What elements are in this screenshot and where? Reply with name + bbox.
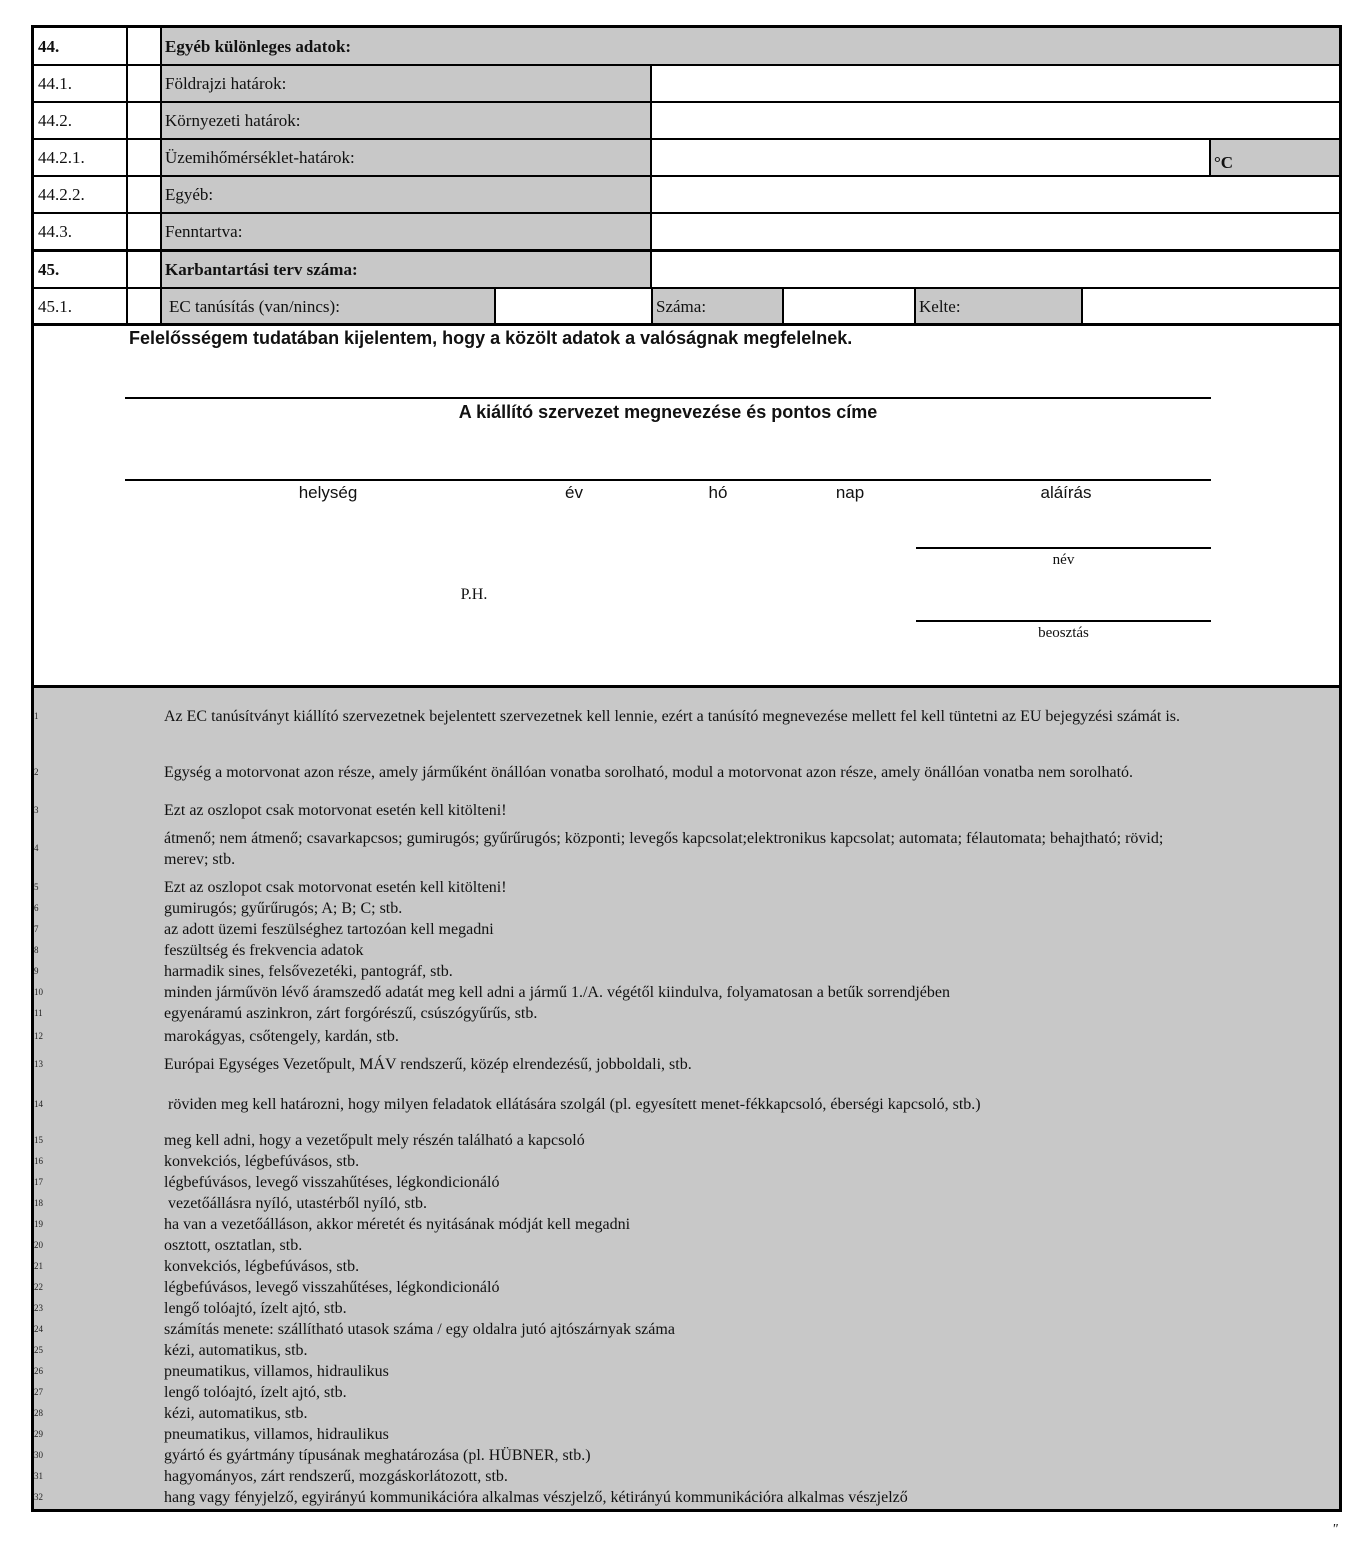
footnote-text: osztott, osztatlan, stb. [164,1237,303,1254]
row-number: 44.1. [34,66,127,101]
name-line [916,547,1211,549]
row-marker-cell [127,252,161,287]
org-name-label: A kiállító szervezet megnevezése és pontos címe [458,402,878,422]
row-label: Egyéb különleges adatok: [161,28,1339,64]
footnote-text: konvekciós, légbefúvásos, stb. [164,1258,360,1275]
footnote-number: 11 [34,1008,43,1018]
footnote-text: Európai Egységes Vezetőpult, MÁV rendszerű, közép elrendezésű, jobboldali, stb. [164,1056,692,1073]
value-field-foldrajzi[interactable] [651,66,1339,101]
value-field-uzemihomerseklet[interactable] [651,140,1210,175]
footnote-text: légbefúvásos, levegő visszahűtéses, légkondicionáló [164,1174,500,1191]
row-marker-cell [127,140,161,175]
szama-label: Száma: [652,289,783,323]
row-number: 45. [34,252,127,287]
value-field-kelte[interactable] [1082,289,1339,323]
value-field-fenntartva[interactable] [651,214,1339,249]
footnote-number: 7 [34,924,39,934]
value-field-egyeb[interactable] [651,177,1339,212]
footnote-number: 26 [34,1366,43,1376]
kelte-label: Kelte: [915,289,1082,323]
footnote-text: minden járművön lévő áramszedő adatát meg kell adni a jármű 1./A. végétől kiindulva, folyamatosan a betűk sorrendjében [164,984,950,1001]
footnote-number: 31 [34,1471,43,1481]
alairas-label: aláírás [1040,483,1092,502]
value-field-szama[interactable] [783,289,915,323]
footnote-text: légbefúvásos, levegő visszahűtéses, légkondicionáló [164,1279,500,1296]
row-label: EC tanúsítás (van/nincs): [161,289,495,323]
footnote-number: 29 [34,1429,43,1439]
footnote-text: átmenő; nem átmenő; csavarkapcsos; gumirugós; gyűrűrugós; központi; levegős kapcsolat;elektronikus kapcsolat; automata; félautomata; behajtható; rövid; [164,830,1164,847]
footnote-text: ha van a vezetőálláson, akkor méretét és nyitásának módját kell megadni [164,1216,631,1233]
footnote-number: 8 [34,945,39,955]
value-field-karbantartasi-terv[interactable] [651,252,1339,287]
footnote-text: kézi, automatikus, stb. [164,1342,308,1359]
footnote-number: 2 [34,767,39,777]
footnote-number: 16 [34,1156,43,1166]
footnote-text: röviden meg kell határozni, hogy milyen feladatok ellátására szolgál (pl. egyesített menet-fékkapcsoló, éberségi kapcsoló, stb.) [164,1096,981,1113]
footnote-text: vezetőállásra nyíló, utastérből nyíló, stb. [164,1195,428,1212]
corner-mark: " [1332,1522,1338,1537]
footnote-text: az adott üzemi feszülséghez tartozóan kell megadni [164,921,494,938]
beosztas-label: beosztás [1038,625,1089,641]
footnote-text: feszültség és frekvencia adatok [164,942,364,959]
footnote-number: 32 [34,1492,43,1502]
footnote-number: 18 [34,1198,43,1208]
position-line [916,620,1211,622]
row-marker-cell [127,28,161,64]
row-marker-cell [127,66,161,101]
footnote-text: kézi, automatikus, stb. [164,1405,308,1422]
footnote-number: 13 [34,1059,43,1069]
unit-celsius: °C [1210,140,1339,175]
ho-label: hó [708,483,728,502]
footnote-number: 4 [34,843,39,853]
footnote-text: lengő tolóajtó, ízelt ajtó, stb. [164,1300,347,1317]
row-label: Egyéb: [161,177,651,212]
row-marker-cell [127,214,161,249]
footnote-number: 3 [34,805,39,815]
footnote-number: 22 [34,1282,43,1292]
footnote-number: 20 [34,1240,43,1250]
row-label: Üzemihőmérséklet-határok: [161,140,651,175]
row-number: 44.2.2. [34,177,127,212]
row-number: 44.2. [34,103,127,138]
footnote-number: 6 [34,903,39,913]
footnote-number: 15 [34,1135,43,1145]
footnote-text: Ezt az oszlopot csak motorvonat esetén kell kitölteni! [164,802,507,819]
footnote-number: 1 [34,711,39,721]
value-field-ec-tanusitas[interactable] [495,289,652,323]
footnote-text: egyenáramú aszinkron, zárt forgórészű, csúszógyűrűs, stb. [164,1005,538,1022]
footnote-number: 27 [34,1387,43,1397]
row-marker-cell [127,177,161,212]
row-number: 45.1. [34,289,127,323]
footnote-text: pneumatikus, villamos, hidraulikus [164,1363,389,1380]
footnote-text: hagyományos, zárt rendszerű, mozgáskorlátozott, stb. [164,1468,508,1485]
row-number: 44. [34,28,127,64]
row-number: 44.3. [34,214,127,249]
footnote-text: gyártó és gyártmány típusának meghatározása (pl. HÜBNER, stb.) [164,1447,591,1464]
footnote-number: 19 [34,1219,43,1229]
footnote-text: Az EC tanúsítványt kiállító szervezetnek bejelentett szervezetnek kell lennie, ezért a tanúsító megnevezése mellett fel kell tüntetni az EU bejegyzési számát is. [164,708,1181,725]
footnote-text: Ezt az oszlopot csak motorvonat esetén kell kitölteni! [164,879,507,896]
footnote-text: számítás menete: szállítható utasok száma / egy oldalra jutó ajtószárnyak száma [164,1321,675,1338]
footnote-number: 9 [34,966,39,976]
footnote-text: gumirugós; gyűrűrugós; A; B; C; stb. [164,900,403,917]
row-marker-cell [127,289,161,323]
footnote-text: meg kell adni, hogy a vezetőpult mely részén található a kapcsoló [164,1132,585,1149]
footnote-text: marokágyas, csőtengely, kardán, stb. [164,1028,399,1045]
footnote-number: 28 [34,1408,43,1418]
value-field-kornyezeti[interactable] [651,103,1339,138]
footnote-number: 23 [34,1303,43,1313]
footnote-text: lengő tolóajtó, ízelt ajtó, stb. [164,1384,347,1401]
footnote-text: Egység a motorvonat azon része, amely járműként önállóan vonatba sorolható, modul a motorvonat azon része, amely önállóan vonatba nem sorolható. [164,764,1134,781]
declaration-statement: Felelősségem tudatában kijelentem, hogy a közölt adatok a valóságnak megfelelnek. [129,328,853,348]
row-label: Környezeti határok: [161,103,651,138]
footnote-text: hang vagy fényjelző, egyirányú kommunikációra alkalmas vészjelző, kétirányú kommunikációra alkalmas vészjelző [164,1489,908,1506]
ev-label: év [565,483,583,502]
helyseg-label: helység [298,483,358,502]
footnote-number: 30 [34,1450,43,1460]
footnote-text: pneumatikus, villamos, hidraulikus [164,1426,389,1443]
footnote-number: 17 [34,1177,43,1187]
footnote-number: 24 [34,1324,43,1334]
footnote-text: harmadik sines, felsővezetéki, pantográf, stb. [164,963,453,980]
footnote-number: 12 [34,1031,43,1041]
footnote-number: 10 [34,987,43,997]
row-marker-cell [127,103,161,138]
row-number: 44.2.1. [34,140,127,175]
footnote-number: 21 [34,1261,43,1271]
footnote-number: 14 [34,1099,43,1109]
date-signature-line [125,479,1211,481]
footnote-text: konvekciós, légbefúvásos, stb. [164,1153,360,1170]
nap-label: nap [835,483,865,502]
row-label: Fenntartva: [161,214,651,249]
footnote-number: 25 [34,1345,43,1355]
footnote-number: 5 [34,882,39,892]
org-signature-line [125,397,1211,399]
footnote-text-continued: merev; stb. [164,851,236,868]
row-label: Karbantartási terv száma: [161,252,651,287]
row-label: Földrajzi határok: [161,66,651,101]
ph-label: P.H. [460,586,488,603]
nev-label: név [1052,552,1075,568]
